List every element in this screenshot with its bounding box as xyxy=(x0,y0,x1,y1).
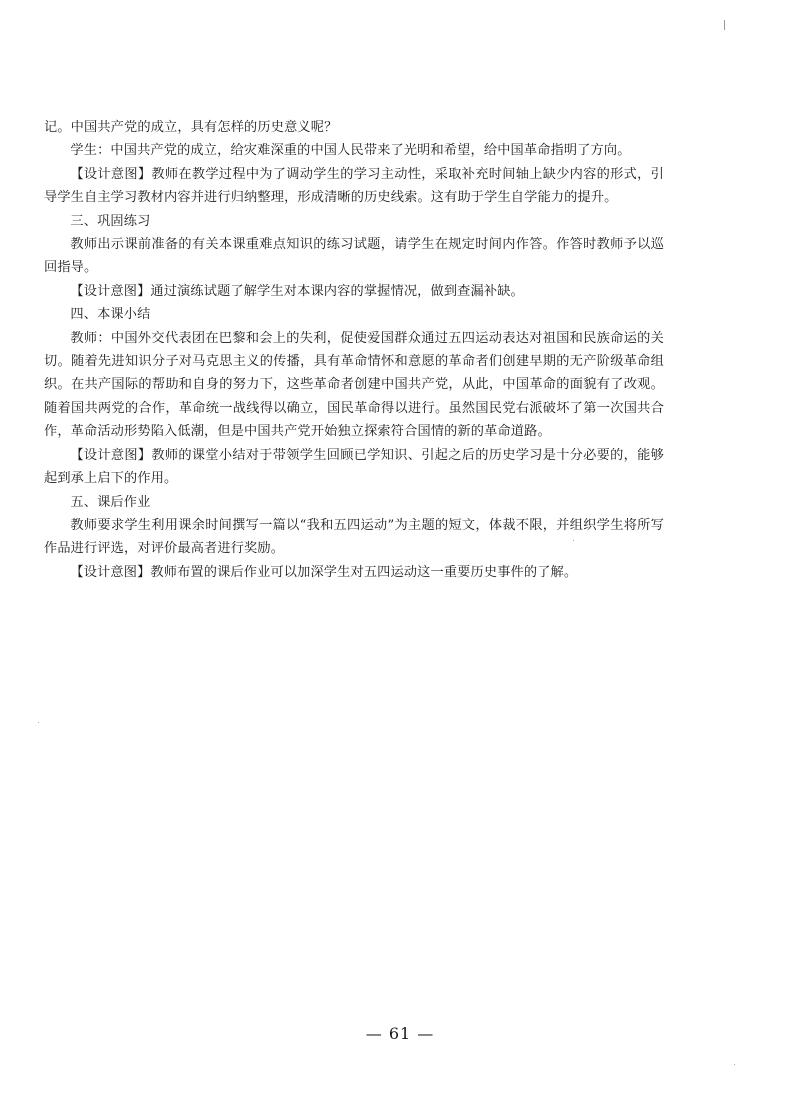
paragraph: 记。中国共产党的成立，具有怎样的历史意义呢？ xyxy=(44,120,338,135)
paragraph: 教师：中国外交代表团在巴黎和会上的失利，促使爱国群众通过五四运动表达对祖国和民族命运的关切。随着先进知识分子对马克思主义的传播，具有革命情怀和意愿的革命者们创建早期的无产阶级革命组织。在共产国际的帮助和自身的努力下，这些革命者创建中国共产党，从此，中国革命的面貌有了改观。随着国共两党的合作，革命统一战线得以确立，国民革命得以进行。虽然国民党右派破坏了第一次国共合作，革命活动形势陷入低潮，但是中国共产党开始独立探索符合国情的新的革命道路。 xyxy=(44,330,664,440)
scan-mark xyxy=(724,20,725,30)
section-heading: 三、巩固练习 xyxy=(70,213,151,229)
scan-speck xyxy=(38,722,39,723)
section-heading: 五、课后作业 xyxy=(70,494,151,510)
section-heading: 四、本课小结 xyxy=(70,307,151,323)
design-intent-paragraph: 【设计意图】教师的课堂小结对于带领学生回顾已学知识、引起之后的历史学习是十分必要的，能够起到承上启下的作用。 xyxy=(44,447,664,487)
design-intent-paragraph: 【设计意图】教师布置的课后作业可以加深学生对五四运动这一重要历史事件的了解。 xyxy=(70,564,578,580)
paragraph: 教师出示课前准备的有关本课重难点知识的练习试题，请学生在规定时间内作答。作答时教师予以巡回指导。 xyxy=(44,237,664,276)
page-number: — 61 — xyxy=(365,1024,435,1043)
design-intent-paragraph: 【设计意图】通过演练试题了解学生对本课内容的掌握情况，做到查漏补缺。 xyxy=(70,283,524,299)
document-body xyxy=(44,116,664,584)
design-intent-paragraph: 【设计意图】教师在教学过程中为了调动学生的学习主动性，采取补充时间轴上缺少内容的形式，引导学生自主学习教材内容并进行归纳整理，形成清晰的历史线索。这有助于学生自学能力的提升。 xyxy=(44,166,664,206)
scan-speck xyxy=(734,1064,735,1065)
paragraph: 学生：中国共产党的成立，给灾难深重的中国人民带来了光明和希望，给中国革命指明了方向。 xyxy=(70,143,631,159)
paragraph: 教师要求学生利用课余时间撰写一篇以“我和五四运动”为主题的短文，体裁不限，并组织学生将所写作品进行评选，对评价最高者进行奖励。 xyxy=(44,517,664,557)
